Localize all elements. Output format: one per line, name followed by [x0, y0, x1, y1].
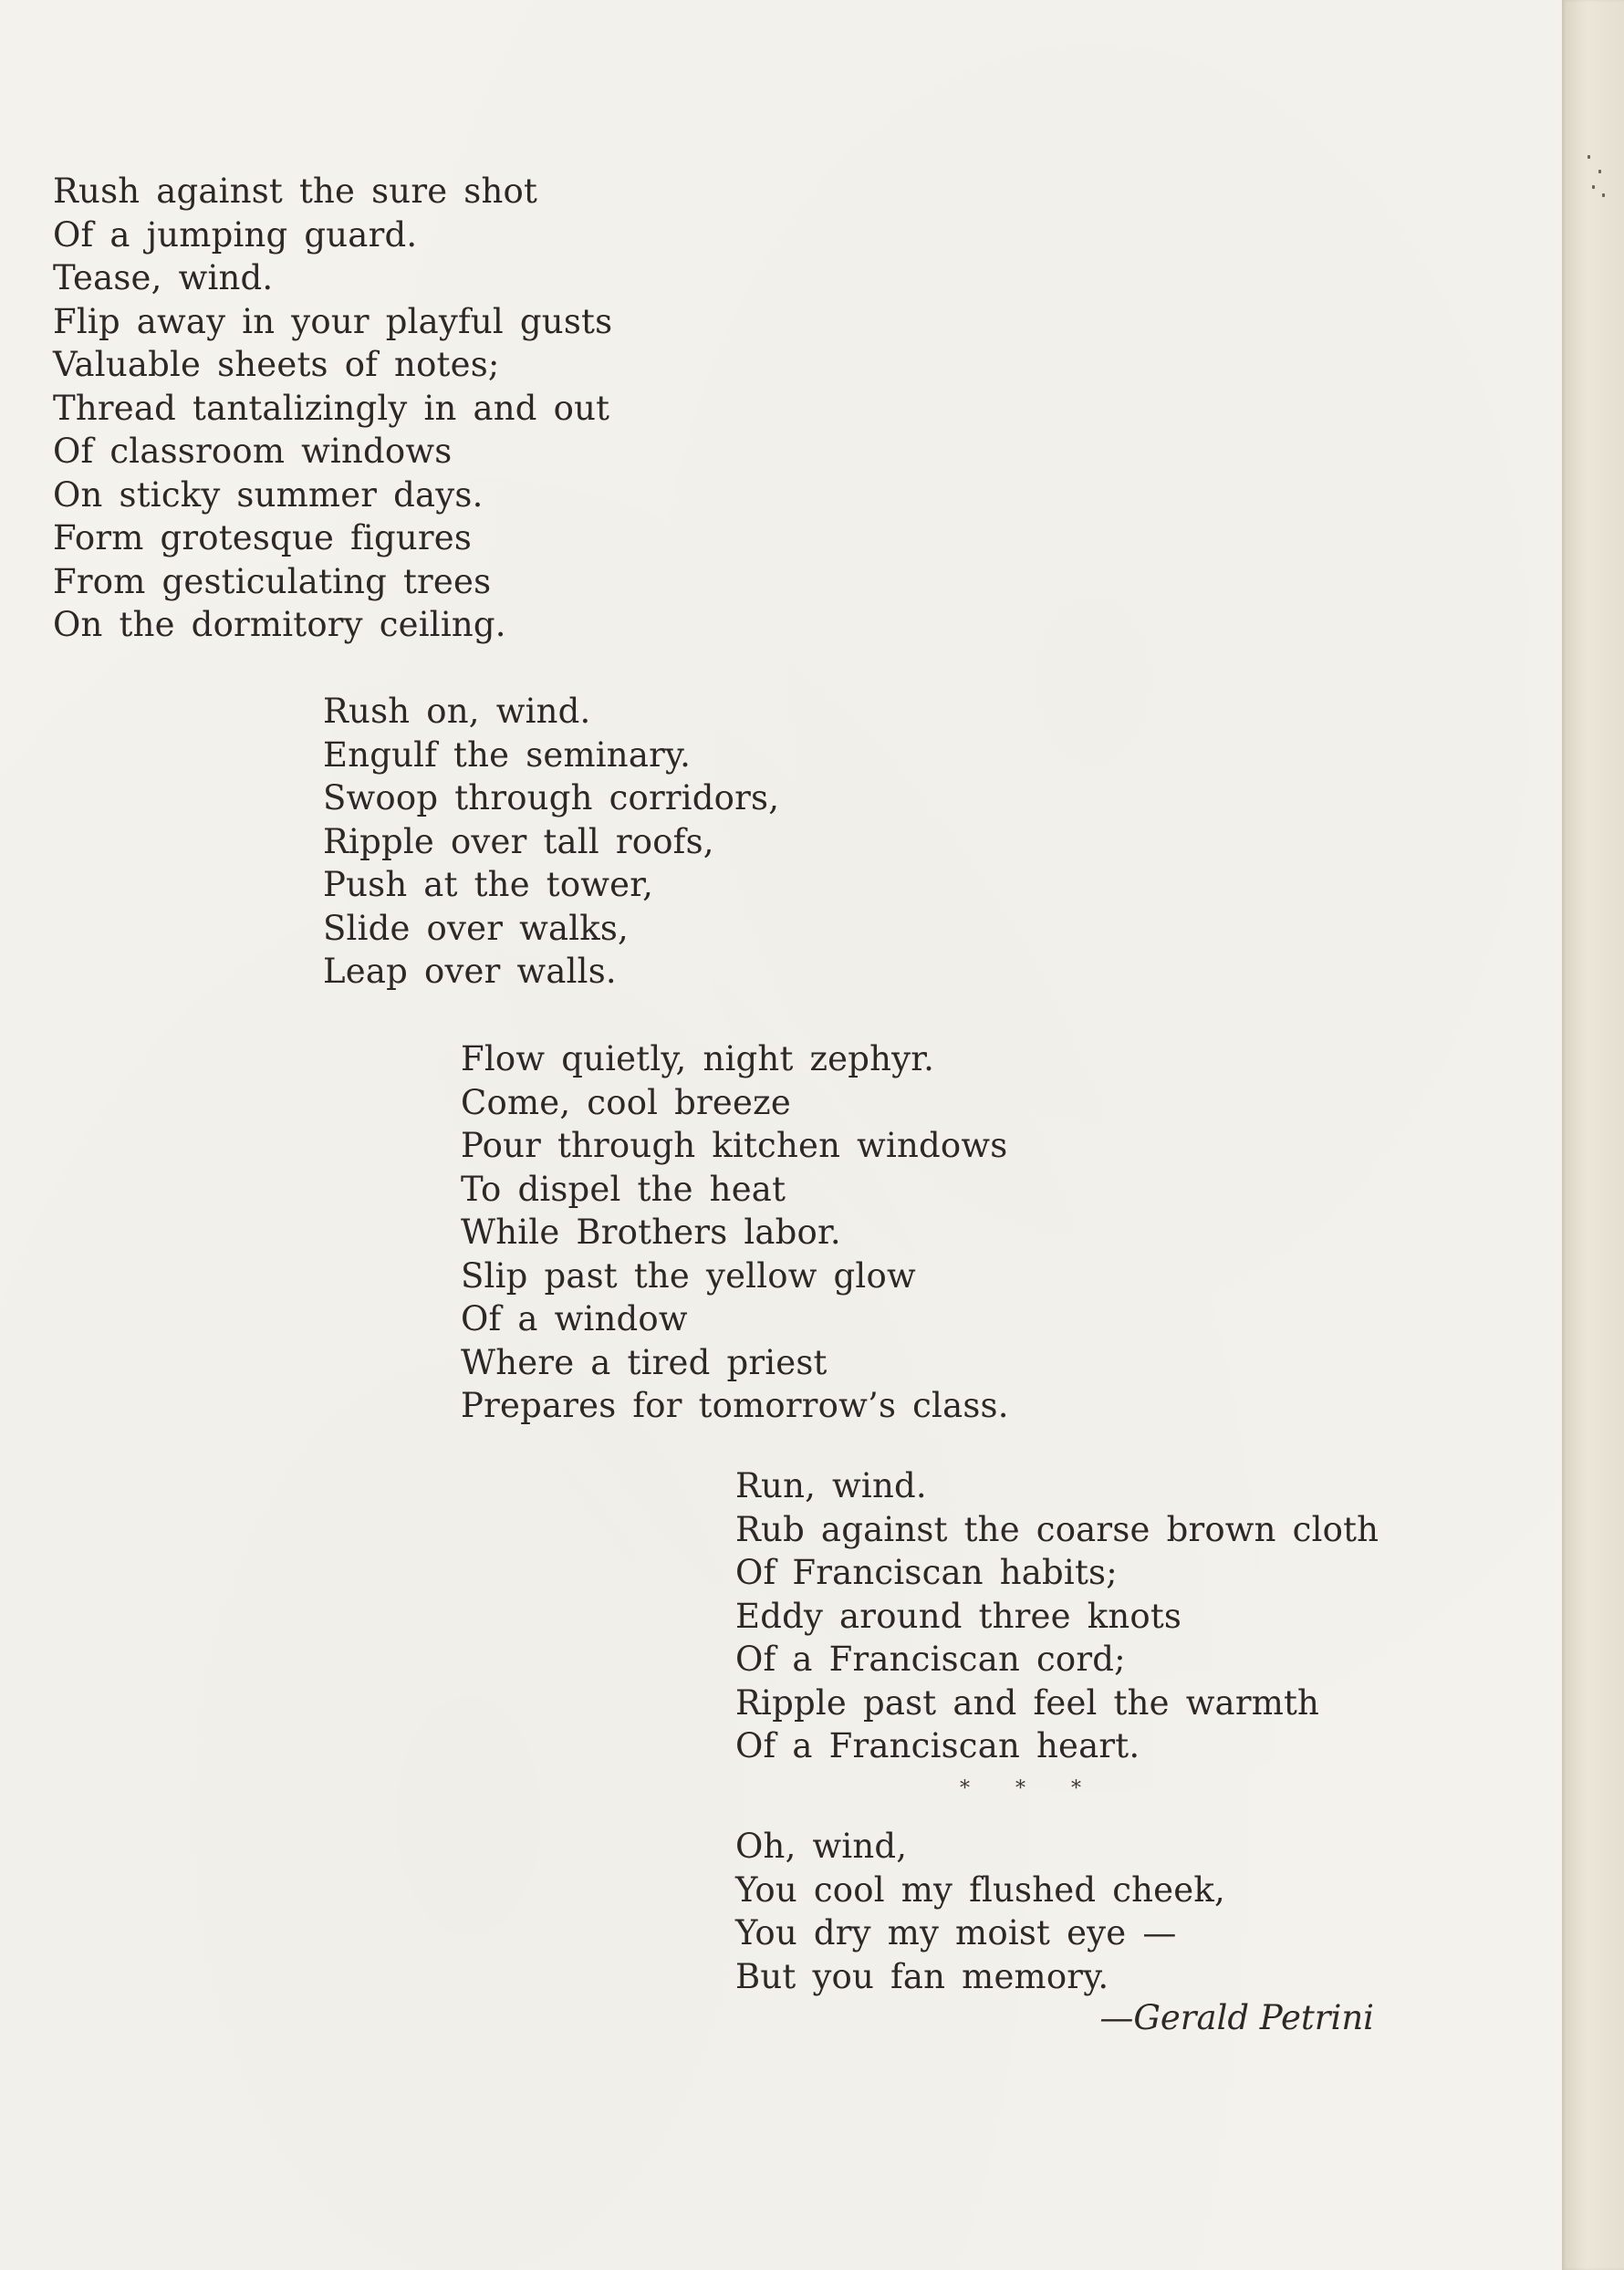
- poem-line: Push at the tower,: [323, 865, 654, 904]
- poem-line: Run, wind.: [735, 1466, 927, 1505]
- poem-line: Of a Franciscan cord;: [735, 1640, 1126, 1679]
- poem-line: Of Franciscan habits;: [735, 1553, 1118, 1592]
- poem-line: Slide over walks,: [323, 908, 630, 948]
- edge-speck: [1592, 185, 1595, 189]
- poem-line: Ripple over tall roofs,: [323, 821, 714, 861]
- poem-line: Flow quietly, night zephyr.: [461, 1039, 935, 1078]
- poem-line: On the dormitory ceiling.: [53, 605, 506, 644]
- asterisk-ornament: *: [1015, 1777, 1025, 1800]
- poem-line: Rush on, wind.: [323, 692, 591, 731]
- poem-line: Of a jumping guard.: [53, 214, 418, 255]
- poem-line: Valuable sheets of notes;: [53, 345, 500, 384]
- poem-line: Oh, wind,: [735, 1827, 908, 1866]
- poem-line: But you fan memory.: [735, 1956, 1109, 1996]
- stanza-2: [323, 690, 779, 994]
- asterisk-ornament: *: [1071, 1777, 1081, 1800]
- poem-line: Rush against the sure shot: [53, 172, 538, 211]
- poem-line: While Brothers labor.: [461, 1213, 841, 1252]
- poem-line: You dry my moist eye —: [735, 1913, 1177, 1952]
- stanza-1: [53, 170, 612, 647]
- poem-line: Where a tired priest: [461, 1342, 828, 1382]
- poem-line: Swoop through corridors,: [323, 778, 780, 817]
- poem-line: Rub against the coarse brown cloth: [735, 1509, 1379, 1549]
- poem-line: Prepares for tomorrow’s class.: [461, 1386, 1009, 1425]
- poem-line: To dispel the heat: [461, 1169, 786, 1209]
- poem-line: Come, cool breeze: [461, 1082, 791, 1122]
- poem-line: Leap over walls.: [323, 952, 617, 991]
- stanza-separator: [960, 1779, 1081, 1799]
- poem-line: Engulf the seminary.: [323, 734, 692, 775]
- poem-line: Of classroom windows: [53, 432, 453, 471]
- poem-line: Form grotesque figures: [53, 518, 473, 557]
- poem-line: Tease, wind.: [53, 258, 274, 297]
- poem-line: Eddy around three knots: [735, 1596, 1182, 1636]
- poem-line: Flip away in your playful gusts: [53, 301, 613, 341]
- poem-line: Thread tantalizingly in and out: [53, 388, 610, 428]
- stanza-5: [735, 1825, 1225, 1998]
- poem-line: Ripple past and feel the warmth: [735, 1682, 1320, 1723]
- poem-line: From gesticulating trees: [53, 561, 492, 601]
- stanza-4: [735, 1464, 1379, 1768]
- poem-line: Slip past the yellow glow: [461, 1255, 916, 1296]
- edge-speck: [1588, 155, 1590, 159]
- poem-line: You cool my flushed cheek,: [735, 1869, 1225, 1910]
- poem-line: Of a Franciscan heart.: [735, 1726, 1140, 1765]
- stanza-3: [461, 1037, 1009, 1428]
- page-edge: [1562, 0, 1624, 2270]
- poem-line: On sticky summer days.: [53, 474, 484, 515]
- edge-speck: [1602, 193, 1605, 197]
- author-signature: —Gerald Petrini: [1099, 1998, 1374, 2037]
- asterisk-ornament: *: [960, 1777, 970, 1800]
- poem-line: Of a window: [461, 1299, 688, 1338]
- edge-speck: [1598, 170, 1601, 173]
- poem-line: Pour through kitchen windows: [461, 1126, 1008, 1165]
